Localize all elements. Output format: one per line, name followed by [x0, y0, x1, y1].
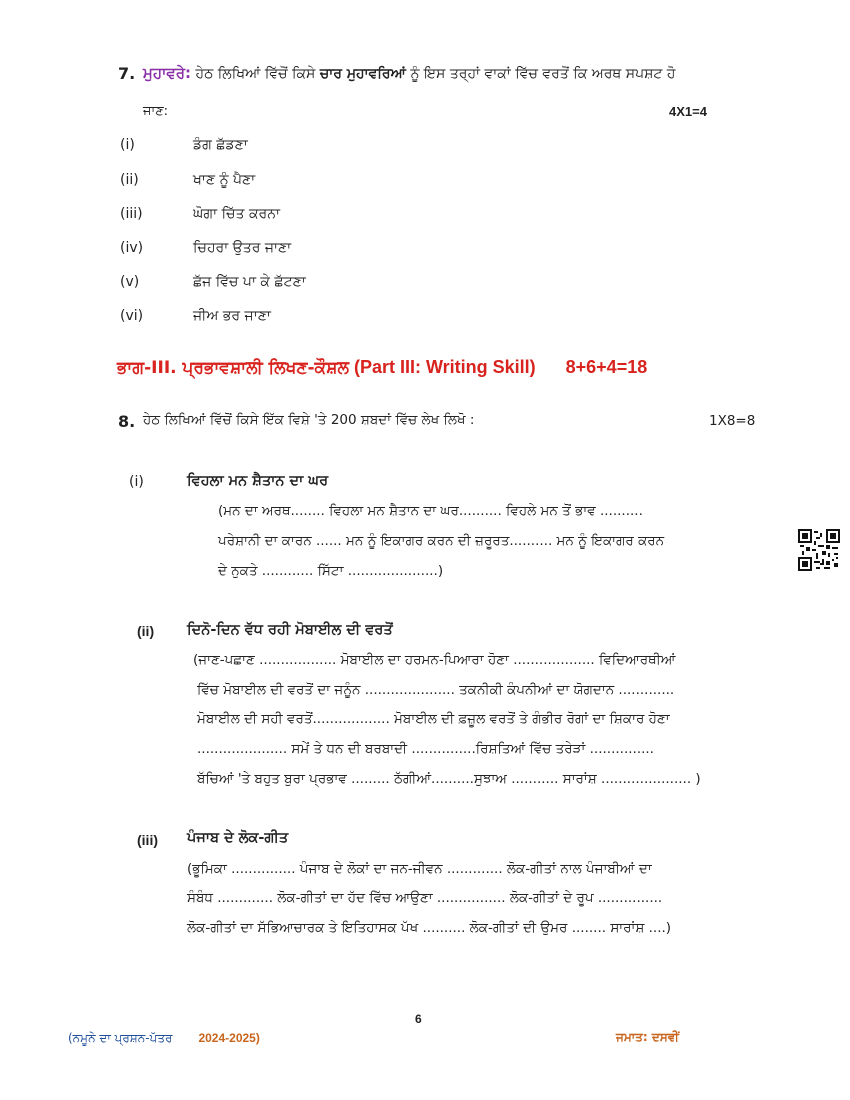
essay-topic-title: ਪੰਜਾਬ ਦੇ ਲੋਕ-ਗੀਤ	[187, 830, 289, 846]
page-number: 6	[415, 1012, 422, 1026]
essay-topic-title: ਵਿਹਲਾ ਮਨ ਸ਼ੈਤਾਨ ਦਾ ਘਰ	[187, 473, 329, 489]
essay-topic-number: (i)	[129, 474, 144, 490]
question-7-marks: 4X1=4	[669, 104, 707, 119]
essay-outline-line: ਲੋਕ-ਗੀਤਾਂ ਦਾ ਸੱਭਿਆਚਾਰਕ ਤੇ ਇਤਿਹਾਸਕ ਪੱਖ .......... ਲੋਕ-ਗੀਤਾਂ ਦੀ ਉਮਰ ........ ਸਾਰਾਂਸ਼ ....)	[187, 920, 672, 936]
footer-year: 2024-2025)	[198, 1031, 260, 1045]
idiom-text: ਚਿਹਰਾ ਉਤਰ ਜਾਣਾ	[193, 240, 292, 256]
idiom-text: ਖਾਣ ਨੂੰ ਪੈਣਾ	[193, 172, 256, 188]
footer-left	[68, 1031, 260, 1046]
question-7-text-b: ਨੂੰ ਇਸ ਤਰ੍ਹਾਂ ਵਾਕਾਂ ਵਿੱਚ ਵਰਤੋਂ ਕਿ ਅਰਥ ਸਪਸ਼ਟ ਹੋ	[405, 66, 676, 82]
idiom-text: ਜੀਅ ਭਰ ਜਾਣਾ	[193, 308, 271, 324]
part-3-english-label: (Part III: Writing Skill)	[348, 357, 536, 377]
footer-class-label: ਜਮਾਤ: ਦਸਵੀਂ	[616, 1030, 679, 1044]
idiom-number: (vi)	[120, 308, 144, 324]
part-3-label: ਭਾਗ-III. ਪ੍ਰਭਾਵਸ਼ਾਲੀ ਲਿਖਣ-ਕੌਸ਼ਲ	[117, 358, 349, 378]
question-7-heading: ਮੁਹਾਵਰੇ:	[143, 64, 192, 82]
essay-outline-line: ਬੱਚਿਆਂ 'ਤੇ ਬਹੁਤ ਬੁਰਾ ਪ੍ਰਭਾਵ ......... ਠੱਗੀਆਂ..........ਸੁਝਾਅ ........... ਸਾਰਾਂਸ਼ ..................... )	[197, 771, 701, 787]
essay-outline-line: ਵਿੱਚ ਮੋਬਾਈਲ ਦੀ ਵਰਤੋਂ ਦਾ ਜਨੂੰਨ ..................... ਤਕਨੀਕੀ ਕੰਪਨੀਆਂ ਦਾ ਯੋਗਦਾਨ .............	[197, 682, 675, 698]
essay-outline-line: ਪਰੇਸ਼ਾਨੀ ਦਾ ਕਾਰਨ ...... ਮਨ ਨੂੰ ਇਕਾਗਰ ਕਰਨ ਦੀ ਜ਼ਰੂਰਤ.......... ਮਨ ਨੂੰ ਇਕਾਗਰ ਕਰਨ	[218, 533, 665, 549]
question-7-text-bold: ਚਾਰ ਮੁਹਾਵਰਿਆਂ	[319, 66, 406, 82]
part-3-marks: 8+6+4=18	[565, 357, 648, 377]
idiom-number: (iv)	[120, 240, 144, 256]
idiom-text: ਡੰਗ ਛੱਡਣਾ	[193, 137, 248, 153]
footer-paper-label: (ਨਮੂਨੇ ਦਾ ਪ੍ਰਸ਼ਨ-ਪੱਤਰ	[68, 1031, 173, 1045]
part-3-heading	[117, 357, 647, 378]
question-8-number: 8.	[118, 412, 136, 431]
essay-topic-title: ਦਿਨੋ-ਦਿਨ ਵੱਧ ਰਹੀ ਮੋਬਾਈਲ ਦੀ ਵਰਤੋਂ	[187, 622, 393, 638]
essay-outline-line: (ਮਨ ਦਾ ਅਰਥ........ ਵਿਹਲਾ ਮਨ ਸ਼ੈਤਾਨ ਦਾ ਘਰ.......... ਵਿਹਲੇ ਮਨ ਤੋਂ ਭਾਵ ..........	[218, 503, 643, 519]
idiom-number: (ii)	[120, 172, 139, 188]
essay-outline-line: ਮੋਬਾਈਲ ਦੀ ਸਹੀ ਵਰਤੋਂ.................. ਮੋਬਾਈਲ ਦੀ ਫ਼ਜ਼ੂਲ ਵਰਤੋਂ ਤੇ ਗੰਭੀਰ ਰੋਗਾਂ ਦਾ ਸ਼ਿਕਾਰ ਹੋਣਾ	[197, 711, 670, 727]
idiom-number: (i)	[120, 137, 135, 153]
essay-topic-number: (iii)	[137, 832, 158, 848]
question-8-marks: 1X8=8	[709, 413, 756, 429]
idiom-number: (v)	[120, 274, 140, 290]
question-7-text-a: ਹੇਠ ਲਿਖਿਆਂ ਵਿੱਚੋਂ ਕਿਸੇ	[191, 66, 320, 82]
essay-outline-line: ਦੇ ਨੁਕਤੇ ............ ਸਿੱਟਾ .....................)	[218, 563, 444, 579]
qr-code-icon	[798, 529, 840, 571]
idiom-number: (iii)	[120, 206, 143, 222]
essay-topic-number: (ii)	[137, 623, 155, 639]
essay-outline-line: (ਭੂਮਿਕਾ ............... ਪੰਜਾਬ ਦੇ ਲੋਕਾਂ ਦਾ ਜਨ-ਜੀਵਨ ............. ਲੋਕ-ਗੀਤਾਂ ਨਾਲ ਪੰਜਾਬੀਆਂ ਦਾ	[187, 861, 652, 877]
question-7-instruction-end: ਜਾਣ:	[143, 104, 169, 119]
question-7-instruction	[143, 64, 675, 82]
essay-outline-line: (ਜਾਣ-ਪਛਾਣ .................. ਮੋਬਾਈਲ ਦਾ ਹਰਮਨ-ਪਿਆਰਾ ਹੋਣਾ ................... ਵਿਦਿਆਰਥੀਆਂ	[193, 652, 676, 668]
idiom-text: ਘੋਗਾ ਚਿੱਤ ਕਰਨਾ	[193, 206, 280, 222]
essay-outline-line: ਸੰਬੰਧ ............. ਲੋਕ-ਗੀਤਾਂ ਦਾ ਹੱਦ ਵਿੱਚ ਆਉਣਾ ................ ਲੋਕ-ਗੀਤਾਂ ਦੇ ਰੂਪ ...............	[187, 890, 663, 906]
idiom-text: ਛੱਜ ਵਿੱਚ ਪਾ ਕੇ ਛੱਟਣਾ	[193, 274, 306, 290]
question-8-instruction: ਹੇਠ ਲਿਖਿਆਂ ਵਿੱਚੋਂ ਕਿਸੇ ਇੱਕ ਵਿਸ਼ੇ 'ਤੇ 200 ਸ਼ਬਦਾਂ ਵਿੱਚ ਲੇਖ ਲਿਖੋ :	[143, 412, 475, 428]
essay-outline-line: ..................... ਸਮੇਂ ਤੇ ਧਨ ਦੀ ਬਰਬਾਦੀ ...............ਰਿਸ਼ਤਿਆਂ ਵਿੱਚ ਤਰੇੜਾਂ ...............	[197, 741, 654, 757]
question-7-number: 7.	[118, 64, 136, 83]
